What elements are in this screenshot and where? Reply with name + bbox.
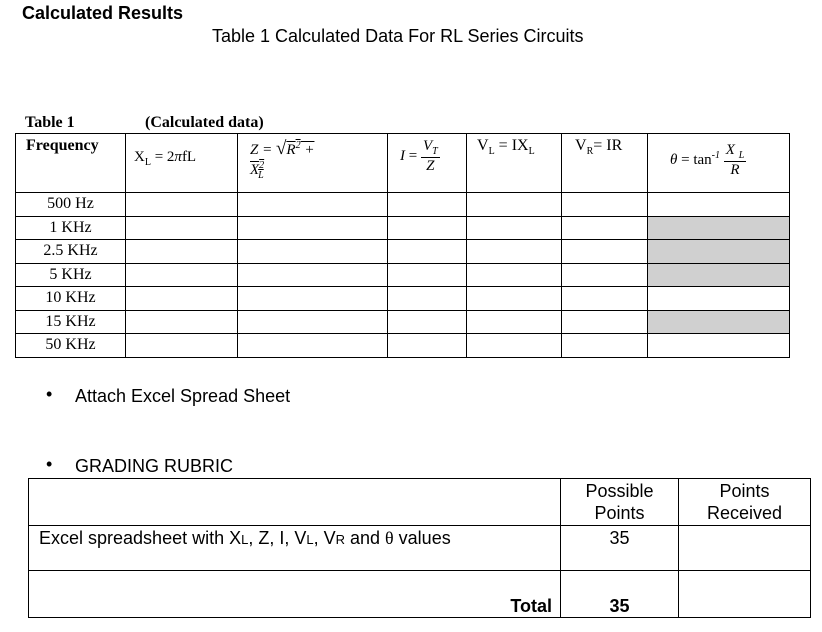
- header-z-formula: $Z = √R^2 + X^2_L$: [238, 134, 388, 193]
- i-cell[interactable]: [388, 193, 467, 217]
- z-cell[interactable]: [238, 263, 388, 287]
- xl-cell[interactable]: [126, 216, 238, 240]
- rubric-item-points: 35: [561, 526, 679, 571]
- vr-cell[interactable]: [562, 334, 648, 358]
- rubric-header-blank: [29, 479, 561, 526]
- theta-cell[interactable]: [648, 263, 790, 287]
- header-frequency: Frequency: [16, 134, 126, 193]
- xl-cell[interactable]: [126, 263, 238, 287]
- vr-cell[interactable]: [562, 216, 648, 240]
- frequency-cell: 50 KHz: [16, 334, 126, 358]
- frequency-cell: 500 Hz: [16, 193, 126, 217]
- theta-cell[interactable]: [648, 310, 790, 334]
- frequency-cell: 2.5 KHz: [16, 240, 126, 264]
- i-cell[interactable]: [388, 240, 467, 264]
- xl-cell[interactable]: [126, 287, 238, 311]
- vl-cell[interactable]: [467, 240, 562, 264]
- rubric-total-points: 35: [561, 571, 679, 618]
- rubric-total-label: Total: [29, 571, 561, 618]
- table-row: [16, 193, 790, 217]
- header-xl-formula: $X_L = 2\pi fL$: [126, 134, 238, 193]
- table-row: [16, 334, 790, 358]
- bullet-grading-rubric: [46, 454, 234, 477]
- vl-cell[interactable]: [467, 193, 562, 217]
- z-cell[interactable]: [238, 240, 388, 264]
- i-cell[interactable]: [388, 334, 467, 358]
- page-heading: Calculated Results: [22, 3, 184, 23]
- xl-cell[interactable]: [126, 240, 238, 264]
- theta-cell[interactable]: [648, 334, 790, 358]
- i-cell[interactable]: [388, 310, 467, 334]
- table-row: [16, 287, 790, 311]
- vr-cell[interactable]: [562, 287, 648, 311]
- rubric-total-received: [679, 571, 811, 618]
- frequency-cell: 10 KHz: [16, 287, 126, 311]
- xl-cell[interactable]: [126, 193, 238, 217]
- rubric-item-text: Excel spreadsheet with XL, Z, I, VL, VR and θ values: [29, 526, 561, 571]
- bullet-attach-excel: [46, 384, 291, 407]
- theta-cell[interactable]: [648, 240, 790, 264]
- header-theta-formula: $\theta = \tan^{-1}$ $\frac{X _L}{R}$: [648, 134, 790, 193]
- z-cell[interactable]: [238, 334, 388, 358]
- vl-cell[interactable]: [467, 310, 562, 334]
- bullet-text: Attach Excel Spread Sheet: [75, 386, 291, 406]
- i-cell[interactable]: [388, 216, 467, 240]
- vl-cell[interactable]: [467, 287, 562, 311]
- theta-cell[interactable]: [648, 216, 790, 240]
- table-label: Table 1: [25, 114, 75, 131]
- vr-cell[interactable]: [562, 193, 648, 217]
- header-vr-formula: $V_R=$ IR: [562, 134, 648, 193]
- bullet-dot-icon: •: [46, 454, 53, 474]
- vr-cell[interactable]: [562, 240, 648, 264]
- vl-cell[interactable]: [467, 216, 562, 240]
- rubric-header-received: Points Received: [679, 479, 811, 526]
- table-row: [16, 240, 790, 264]
- vl-cell[interactable]: [467, 334, 562, 358]
- table-caption: Table 1 Calculated Data For RL Series Circuits: [212, 26, 584, 46]
- theta-cell[interactable]: [648, 287, 790, 311]
- vr-cell[interactable]: [562, 310, 648, 334]
- frequency-cell: 15 KHz: [16, 310, 126, 334]
- bullet-text: GRADING RUBRIC: [75, 456, 234, 476]
- frequency-cell: 5 KHz: [16, 263, 126, 287]
- rubric-header-possible: Possible Points: [561, 479, 679, 526]
- xl-cell[interactable]: [126, 334, 238, 358]
- table-sublabel: (Calculated data): [145, 114, 264, 131]
- calculated-data-table: [15, 133, 790, 358]
- xl-cell[interactable]: [126, 310, 238, 334]
- vr-cell[interactable]: [562, 263, 648, 287]
- z-cell[interactable]: [238, 216, 388, 240]
- header-vl-formula: $V_L = IX_L$: [467, 134, 562, 193]
- theta-cell[interactable]: [648, 193, 790, 217]
- grading-rubric-table: [28, 478, 811, 618]
- rubric-item-received: [679, 526, 811, 571]
- z-cell[interactable]: [238, 193, 388, 217]
- header-i-formula: I = $\frac{V_T}{Z}$: [388, 134, 467, 193]
- table-row: [16, 310, 790, 334]
- bullet-dot-icon: •: [46, 384, 53, 404]
- z-cell[interactable]: [238, 310, 388, 334]
- z-cell[interactable]: [238, 287, 388, 311]
- table-row: [16, 263, 790, 287]
- i-cell[interactable]: [388, 287, 467, 311]
- vl-cell[interactable]: [467, 263, 562, 287]
- frequency-cell: 1 KHz: [16, 216, 126, 240]
- table-row: [16, 216, 790, 240]
- i-cell[interactable]: [388, 263, 467, 287]
